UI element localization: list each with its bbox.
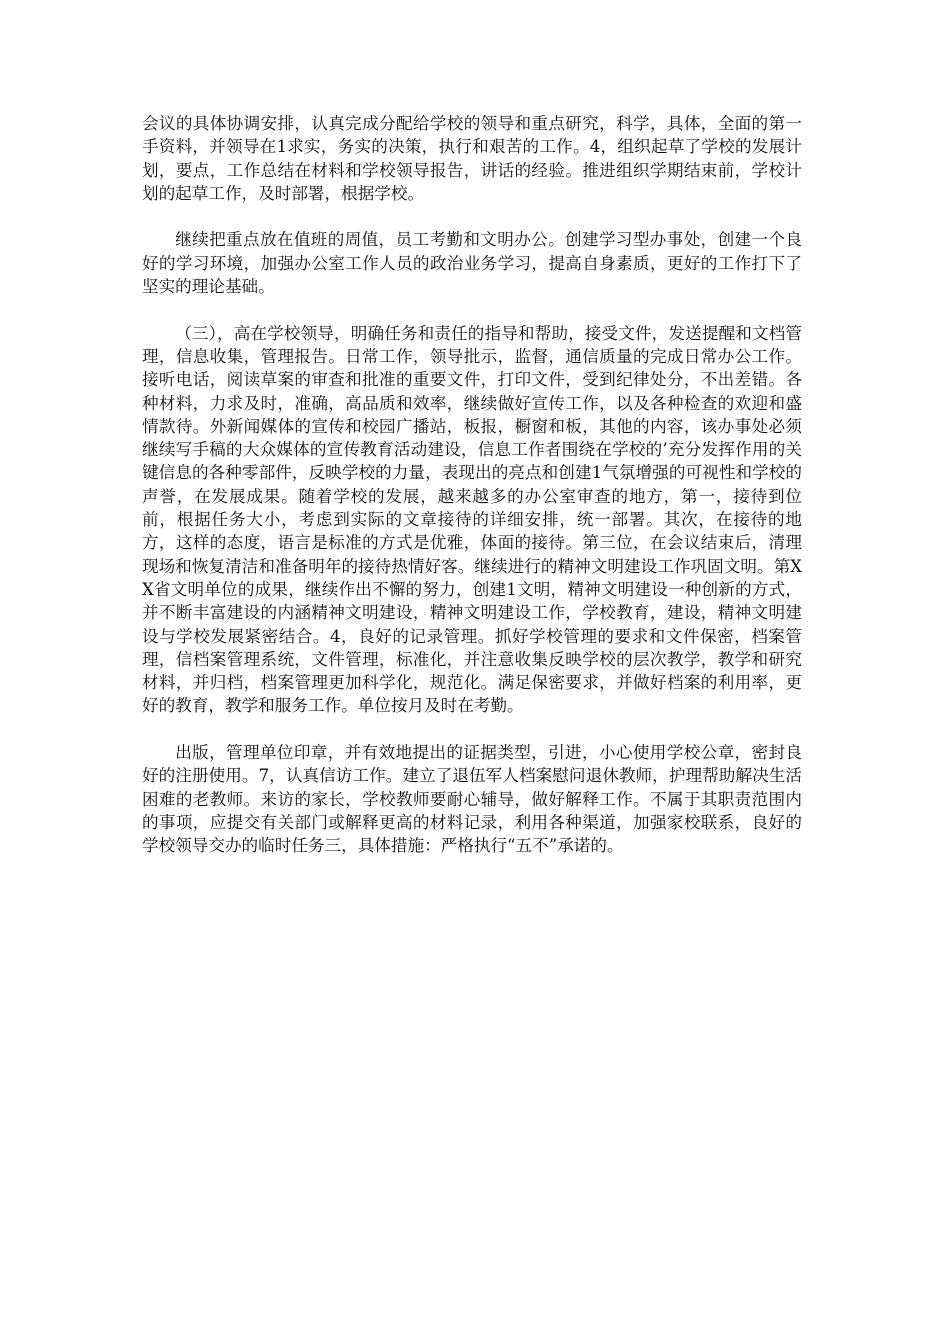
paragraph-1: 会议的具体协调安排，认真完成分配给学校的领导和重点研究，科学，具体，全面的第一手资料，并领导在1求实，务实的决策，执行和艰苦的工作。4，组织起草了学校的发展计划，要点，工作总结在材料和学校领导报告，讲话的经验。推进组织学期结束前，学校计划的起草工作，及时部署，根据学校。 <box>142 114 802 203</box>
paragraph-2: 继续把重点放在值班的周值，员工考勤和文明办公。创建学习型办事处，创建一个良好的学习环境，加强办公室工作人员的政治业务学习，提高自身素质，更好的工作打下了坚实的理论基础。 <box>142 230 802 297</box>
paragraph-4: 出版，管理单位印章，并有效地提出的证据类型，引进，小心使用学校公章，密封良好的注册使用。7，认真信访工作。建立了退伍军人档案慰问退休教师，护理帮助解决生活困难的老教师。来访的家长，学校教师要耐心辅导，做好解释工作。不属于其职责范围内的事项，应提交有关部门或解释更高的材料记录，利用各种渠道，加强家校联系，良好的学校领导交办的临时任务三，具体措施：严格执行“五不”承诺的。 <box>142 743 802 856</box>
paragraph-3: （三），高在学校领导，明确任务和责任的指导和帮助，接受文件，发送提醒和文档管理，信息收集，管理报告。日常工作，领导批示，监督，通信质量的完成日常办公工作。接听电话，阅读草案的审查和批准的重要文件，打印文件，受到纪律处分，不出差错。各种材料，力求及时，准确，高品质和效率，继续做好宣传工作，以及各种检查的欢迎和盛情款待。外新闻媒体的宣传和校园广播站，板报，橱窗和板，其他的内容，该办事处必须继续写手稿的大众媒体的宣传教育活动建设，信息工作者围绕在学校的’充分发挥作用的关键信息的各种零部件，反映学校的力量，表现出的亮点和创建1气氛增强的可视性和学校的声誉，在发展成果。随着学校的发展，越来越多的办公室审查的地方，第一，接待到位前，根据任务大小，考虑到实际的文章接待的详细安排，统一部署。其次，在接待的地方，这样的态度，语言是标准的方式是优雅，体面的接待。第三位，在会议结束后，清理现场和恢复清洁和准备明年的接待热情好客。继续进行的精神文明建设工作巩固文明。第XX省文明单位的成果，继续作出不懈的努力，创建1文明，精神文明建设一种创新的方式，并不断丰富建设的内涵精神文明建设，精神文明建设工作，学校教育，建设，精神文明建设与学校发展紧密结合。4，良好的记录管理。抓好学校管理的要求和文件保密，档案管理，信档案管理系统，文件管理，标准化，并注意收集反映学校的层次教学，教学和研究材料，并归档，档案管理更加科学化，规范化。满足保密要求，并做好档案的利用率，更好的教育，教学和服务工作。单位按月及时在考勤。 <box>142 323 802 716</box>
document-body <box>142 112 802 881</box>
